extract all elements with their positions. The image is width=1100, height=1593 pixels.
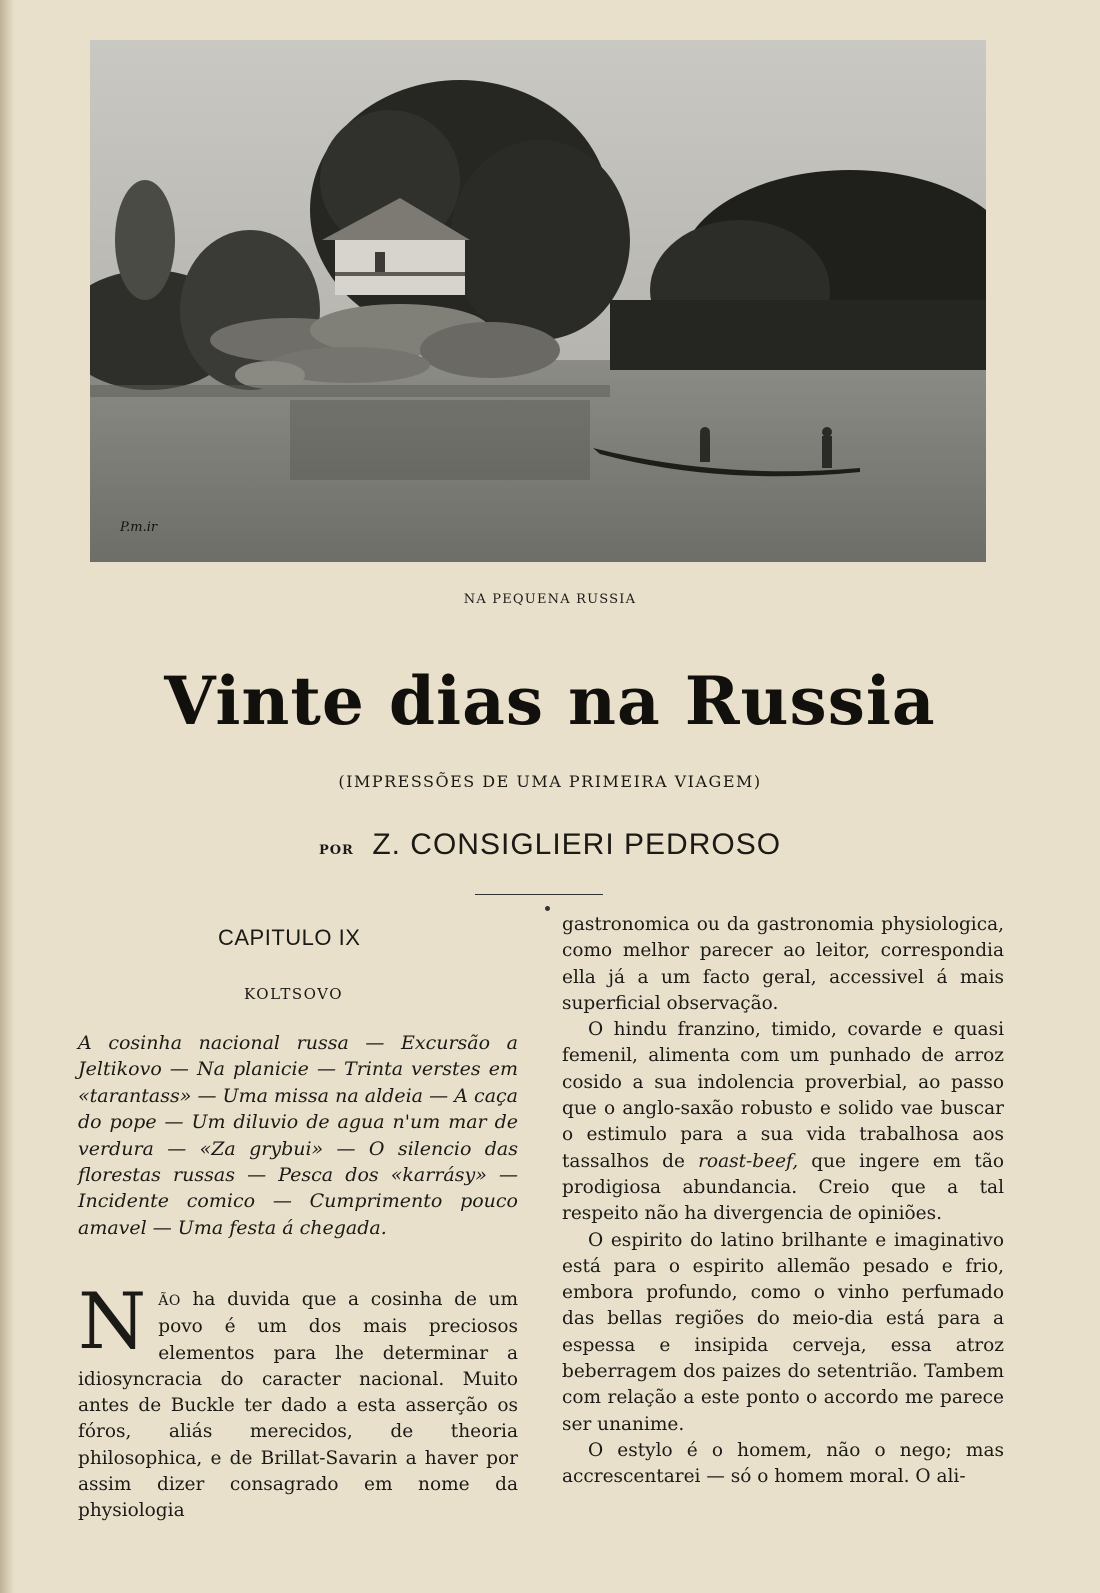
- chapter-title: CAPITULO IX: [218, 925, 361, 950]
- body-column-right: [562, 912, 1004, 1491]
- drop-cap: N: [78, 1277, 147, 1367]
- paragraph-text: que ingere em tão prodigiosa abundancia. Creio que a tal respeito não ha divergencia de opiniões.: [562, 1150, 1004, 1225]
- paragraph-text: O hindu franzino, timido, covarde e quasi femenil, alimenta com um punhado de arroz cosido a sua indolencia proverbial, ao passo que o anglo-saxão robusto e solido vae buscar o estimulo para a sua vida trabalhosa aos tassalhos de: [562, 1019, 1004, 1172]
- page-edge: [0, 0, 14, 1593]
- paragraph: [562, 1017, 1004, 1227]
- landscape-photo-icon: [90, 40, 986, 562]
- author-name: Z. CONSIGLIERI PEDROSO: [372, 828, 782, 861]
- photo-caption: NA PEQUENA RUSSIA: [463, 592, 637, 607]
- chapter-subtitle: KOLTSOVO: [244, 985, 344, 1003]
- body-left-text: ha duvida que a cosinha de um povo é um dos mais preciosos elementos para lhe determinar a idiosyncracia do caracter nacional. Muito antes de Buckle ter dado a esta asserção os fóros, aliás merecidos, de theoria philosophica, e de Brillat-Savarin a haver por assim dizer consagrado em nome da physiologia: [78, 1289, 518, 1522]
- paragraph: O espirito do latino brilhante e imaginativo está para o espirito allemão pesado e frio, embora profundo, como o vinho perfumado das bellas regiões do meio-dia está para a espessa e insipida cerveja, essa atroz beberragem dos paizes do setentrião. Tambem com relação a este ponto o accordo me parece ser unanime.: [562, 1229, 1004, 1435]
- paragraph: gastronomica ou da gastronomia physiologica, como melhor parecer ao leitor, correspondia ella já a um facto geral, accessivel á mais superficial observação.: [562, 914, 1004, 1014]
- lead-word: ÃO: [158, 1293, 181, 1309]
- author-prefix: POR: [318, 843, 354, 858]
- paragraph: O estylo é o homem, não o nego; mas accrescentarei — só o homem moral. O ali-: [562, 1439, 1004, 1488]
- photo-signature: P.m.ir: [120, 520, 158, 535]
- divider-rule: [475, 894, 603, 895]
- author-line: [0, 828, 1100, 862]
- emphasis-text: roast-beef,: [698, 1150, 799, 1172]
- page-title: Vinte dias na Russia: [164, 662, 936, 740]
- body-column-left: [78, 1277, 518, 1525]
- landscape-photo: [90, 40, 986, 562]
- page-subtitle: (IMPRESSÕES DE UMA PRIMEIRA VIAGEM): [338, 772, 762, 791]
- divider-dot: [545, 906, 550, 911]
- chapter-summary: A cosinha nacional russa — Excursão a Jeltikovo — Na planicie — Trinta verstes em «tarantass» — Uma missa na aldeia — A caça do pope — Um diluvio de agua n'um mar de verdura — «Za grybui» — O silencio das florestas russas — Pesca dos «karrásy» — Incidente comico — Cumprimento pouco amavel — Uma festa á chegada.: [78, 1032, 518, 1239]
